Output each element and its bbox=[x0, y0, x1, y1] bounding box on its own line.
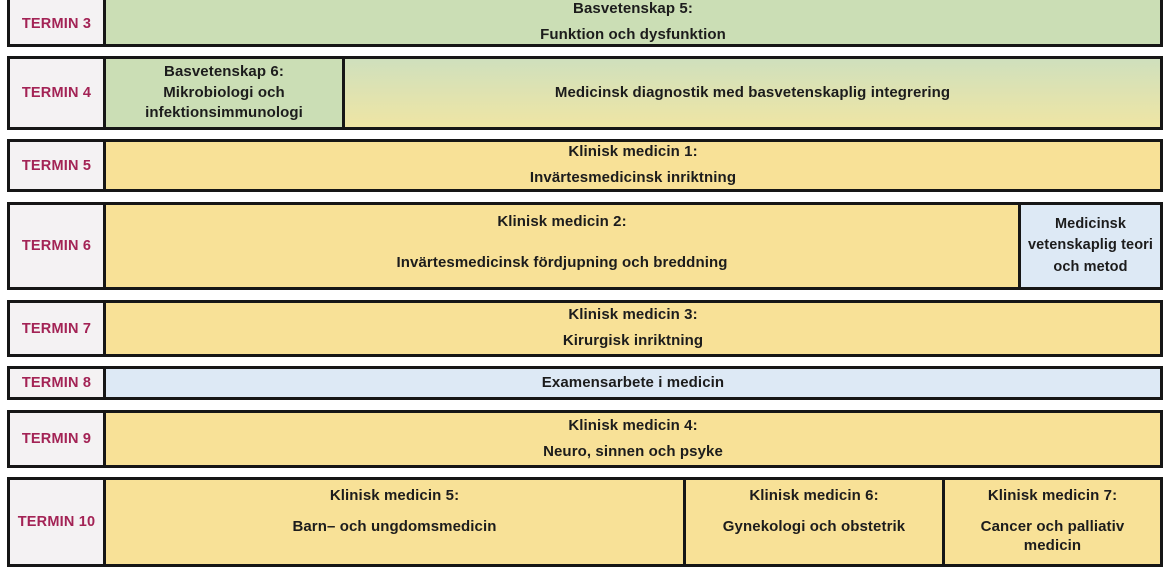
course-block-examensarbete bbox=[106, 369, 1160, 397]
course-subtitle: Invärtesmedicinsk inriktning bbox=[529, 169, 737, 186]
termin-row-10 bbox=[7, 477, 1163, 567]
course-subtitle: Cancer och palliativ medicin bbox=[980, 517, 1125, 554]
course-subtitle: Kirurgisk inriktning bbox=[562, 332, 704, 349]
course-block-klinisk-medicin-4 bbox=[106, 413, 1160, 465]
termin-row-8 bbox=[7, 366, 1163, 400]
course-block-basvetenskap-6 bbox=[106, 59, 342, 127]
course-blocks bbox=[106, 369, 1160, 397]
termin-label: TERMIN 3 bbox=[10, 0, 106, 44]
course-block-klinisk-medicin-7 bbox=[942, 480, 1160, 564]
course-title: Klinisk medicin 3: bbox=[568, 306, 698, 324]
termin-label: TERMIN 8 bbox=[10, 369, 106, 397]
course-title: Medicinsk diagnostik med basvetenskaplig integrering bbox=[554, 83, 951, 101]
course-blocks bbox=[106, 205, 1160, 287]
course-title: Klinisk medicin 1: bbox=[568, 143, 698, 161]
course-blocks bbox=[106, 142, 1160, 189]
course-subtitle: Invärtesmedicinsk fördjupning och breddning bbox=[396, 253, 728, 271]
course-title: Examensarbete i medicin bbox=[541, 373, 725, 391]
termin-row-6 bbox=[7, 202, 1163, 290]
termin-row-9 bbox=[7, 410, 1163, 468]
course-subtitle: Neuro, sinnen och psyke bbox=[543, 442, 723, 460]
course-blocks bbox=[106, 413, 1160, 465]
course-title: Klinisk medicin 5: bbox=[329, 487, 460, 504]
course-block-klinisk-medicin-6 bbox=[683, 480, 942, 564]
termin-row-7 bbox=[7, 300, 1163, 357]
course-title: Klinisk medicin 2: bbox=[497, 213, 627, 230]
course-blocks bbox=[106, 303, 1160, 354]
course-subtitle: Gynekologi och obstetrik bbox=[722, 517, 906, 535]
course-blocks bbox=[106, 59, 1160, 127]
course-blocks bbox=[106, 480, 1160, 564]
termin-label: TERMIN 6 bbox=[10, 205, 106, 287]
course-title: Klinisk medicin 6: bbox=[749, 487, 879, 504]
course-title: Klinisk medicin 7: bbox=[987, 487, 1118, 504]
course-block-klinisk-medicin-1 bbox=[106, 142, 1160, 189]
course-block-klinisk-medicin-2 bbox=[106, 205, 1018, 287]
course-block-vetenskaplig-teori bbox=[1018, 205, 1160, 287]
termin-row-3 bbox=[7, 0, 1163, 47]
course-block-medicinsk-diagnostik bbox=[342, 59, 1160, 127]
termin-row-4 bbox=[7, 56, 1163, 130]
termin-label: TERMIN 4 bbox=[10, 59, 106, 127]
termin-row-5 bbox=[7, 139, 1163, 192]
course-title: Basvetenskap 5: bbox=[573, 0, 693, 17]
course-block-klinisk-medicin-3 bbox=[106, 303, 1160, 354]
termin-label: TERMIN 7 bbox=[10, 303, 106, 354]
termin-label: TERMIN 10 bbox=[10, 480, 106, 564]
course-subtitle: Mikrobiologi och infektionsimmunologi bbox=[145, 83, 303, 122]
course-block-klinisk-medicin-5 bbox=[106, 480, 683, 564]
termin-label: TERMIN 9 bbox=[10, 413, 106, 465]
course-title: Medicinsk vetenskaplig teori och metod bbox=[1027, 216, 1154, 275]
course-blocks bbox=[106, 0, 1160, 44]
course-title: Basvetenskap 6: bbox=[164, 62, 284, 80]
course-subtitle: Barn– och ungdomsmedicin bbox=[292, 517, 497, 535]
course-subtitle: Funktion och dysfunktion bbox=[540, 25, 726, 43]
course-block-basvetenskap-5 bbox=[106, 0, 1160, 44]
termin-label: TERMIN 5 bbox=[10, 142, 106, 189]
course-title: Klinisk medicin 4: bbox=[568, 416, 698, 434]
